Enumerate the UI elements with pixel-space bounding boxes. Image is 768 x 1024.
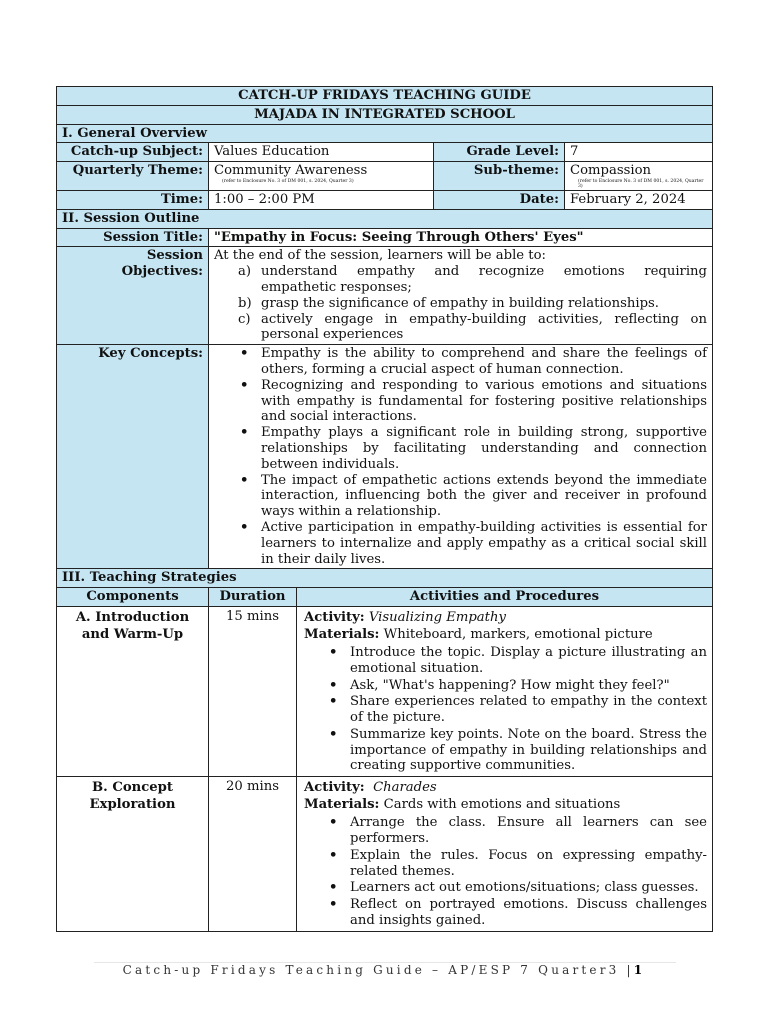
time-value: 1:00 – 2:00 PM xyxy=(208,191,433,209)
objective-marker: a) xyxy=(238,264,252,280)
teaching-strategies-heading: III. Teaching Strategies xyxy=(62,570,237,586)
general-overview-heading: I. General Overview xyxy=(62,125,207,141)
theme-cell xyxy=(208,162,433,190)
bullet-icon: • xyxy=(329,677,338,693)
procedure-step xyxy=(304,897,707,929)
procedure-text: Introduce the topic. Display a picture illustrating an emotional situation. xyxy=(350,644,707,676)
strategy-row-concept-exploration xyxy=(57,777,712,932)
key-concept-item xyxy=(214,425,707,472)
key-concept-item xyxy=(214,378,707,425)
procedure-text: Summarize key points. Note on the board. Stress the importance of empathy in building relationships and creating supportive communities. xyxy=(350,726,707,774)
key-concepts-label: Key Concepts: xyxy=(57,345,208,568)
activity-label: Activity: xyxy=(304,780,365,796)
key-concept-item xyxy=(214,473,707,520)
bullet-icon: • xyxy=(240,519,249,535)
time-label: Time: xyxy=(57,191,208,209)
session-title-row xyxy=(57,229,712,248)
objective-text: understand empathy and recognize emotions requiring empathetic responses; xyxy=(261,264,707,295)
key-concepts-row xyxy=(57,345,712,569)
key-concept-item xyxy=(214,520,707,567)
bullet-icon: • xyxy=(240,425,249,441)
guide-title-row xyxy=(57,87,712,106)
subject-row xyxy=(57,143,712,162)
key-concept-item xyxy=(214,346,707,378)
component-cell xyxy=(57,777,208,931)
objective-text: grasp the significance of empathy in building relationships. xyxy=(261,295,659,311)
procedure-text: Learners act out emotions/situations; class guesses. xyxy=(350,880,699,896)
date-label: Date: xyxy=(433,191,564,209)
component-name-line-2: and Warm-Up xyxy=(81,626,184,642)
key-concept-text: The impact of empathetic actions extends beyond the immediate interaction, influencing both the giver and receiver in profound ways within a relationship. xyxy=(261,472,707,520)
subtheme-value: Compassion xyxy=(570,163,652,179)
materials-label: Materials: xyxy=(304,797,380,813)
session-title: "Empathy in Focus: Seeing Through Others' Eyes" xyxy=(208,229,712,247)
theme-note: (refer to Enclosure No. 3 of DM 001, s. 2024, Quarter 3) xyxy=(222,178,354,184)
subtheme-note: (refer to Enclosure No. 3 of DM 001, s. 2024, Quarter 3) xyxy=(578,178,704,189)
activities-cell xyxy=(296,607,712,776)
time-row xyxy=(57,191,712,210)
bullet-icon: • xyxy=(240,346,249,362)
materials-line xyxy=(304,626,707,643)
col-components-header: Components xyxy=(86,589,179,605)
col-activities-header: Activities and Procedures xyxy=(296,588,712,606)
teaching-guide-table xyxy=(56,86,713,932)
duration-cell: 15 mins xyxy=(208,607,296,776)
page-number: 1 xyxy=(633,963,646,977)
strategy-row-introduction xyxy=(57,607,712,777)
procedure-step xyxy=(304,880,707,896)
activity-line xyxy=(304,609,707,626)
bullet-icon: • xyxy=(240,472,249,488)
key-concepts-cell xyxy=(208,345,712,568)
bullet-icon: • xyxy=(329,694,338,710)
procedure-text: Arrange the class. Ensure all learners can see performers. xyxy=(350,815,707,847)
component-cell xyxy=(57,607,208,776)
materials-line xyxy=(304,796,707,813)
objectives-label-line-1: Session xyxy=(146,248,203,264)
activity-name: Charades xyxy=(373,780,437,796)
key-concept-text: Active participation in empathy-building activities is essential for learners to internalize and apply empathy as a critical social skill in their daily lives. xyxy=(261,519,707,567)
school-name: MAJADA IN INTEGRATED SCHOOL xyxy=(254,106,515,122)
key-concept-text: Recognizing and responding to various emotions and situations with empathy is fundamental for fostering positive relationships and social interactions. xyxy=(261,377,707,425)
materials-text: Cards with emotions and situations xyxy=(383,797,621,813)
subtheme-label: Sub-theme: xyxy=(433,162,564,190)
key-concept-text: Empathy plays a significant role in building strong, supportive relationships by facilitating understanding and connection between individuals. xyxy=(261,425,707,472)
theme-row xyxy=(57,162,712,191)
objectives-row xyxy=(57,247,712,345)
procedure-step xyxy=(304,848,707,880)
component-name-line-1: B. Concept xyxy=(92,780,173,796)
procedure-list xyxy=(304,815,707,929)
procedure-step xyxy=(304,694,707,726)
bullet-icon: • xyxy=(329,880,338,896)
procedure-step xyxy=(304,678,707,694)
objective-item xyxy=(214,312,707,344)
footer-text: Catch-up Fridays Teaching Guide – AP/ESP 7 Quarter3 | xyxy=(122,963,634,977)
duration-cell: 20 mins xyxy=(208,777,296,931)
bullet-icon: • xyxy=(329,815,338,831)
procedure-text: Share experiences related to empathy in the context of the picture. xyxy=(350,694,707,726)
bullet-icon: • xyxy=(329,847,338,863)
objective-item xyxy=(214,296,707,312)
grade-value: 7 xyxy=(564,143,712,161)
key-concepts-list xyxy=(214,346,707,567)
col-duration-header: Duration xyxy=(208,588,296,606)
key-concept-text: Empathy is the ability to comprehend and share the feelings of others, forming a crucial aspect of human connection. xyxy=(261,346,707,377)
general-overview-heading-row xyxy=(57,125,712,144)
bullet-icon: • xyxy=(240,377,249,393)
subject-label: Catch-up Subject: xyxy=(57,143,208,161)
component-name-line-2: Exploration xyxy=(89,797,176,813)
strategies-column-headers xyxy=(57,588,712,607)
objective-marker: b) xyxy=(238,295,252,311)
bullet-icon: • xyxy=(329,726,338,742)
activity-label: Activity: xyxy=(304,609,365,625)
objective-item xyxy=(214,264,707,296)
theme-value: Community Awareness xyxy=(214,163,368,179)
guide-title: CATCH-UP FRIDAYS TEACHING GUIDE xyxy=(238,88,531,103)
procedure-text: Explain the rules. Focus on expressing empathy-related themes. xyxy=(350,847,707,879)
bullet-icon: • xyxy=(329,897,338,913)
objectives-label-line-2: Objectives: xyxy=(121,264,203,280)
procedure-step xyxy=(304,815,707,847)
procedure-step xyxy=(304,727,707,774)
objectives-list xyxy=(214,264,707,343)
objectives-label xyxy=(57,247,208,344)
teaching-strategies-heading-row xyxy=(57,569,712,588)
procedure-text: Reflect on portrayed emotions. Discuss challenges and insights gained. xyxy=(350,897,707,929)
procedure-step xyxy=(304,645,707,677)
materials-text: Whiteboard, markers, emotional picture xyxy=(383,626,653,642)
objectives-intro: At the end of the session, learners will be able to: xyxy=(214,248,546,264)
activity-name: Visualizing Empathy xyxy=(368,609,506,625)
objectives-cell xyxy=(208,247,712,344)
subject-value: Values Education xyxy=(208,143,433,161)
session-outline-heading-row xyxy=(57,210,712,229)
materials-label: Materials: xyxy=(304,626,380,642)
date-value: February 2, 2024 xyxy=(564,191,712,209)
page-footer xyxy=(0,963,768,977)
activity-line xyxy=(304,779,707,796)
subtheme-cell xyxy=(564,162,712,190)
component-name-line-1: A. Introduction xyxy=(75,609,190,625)
grade-label: Grade Level: xyxy=(433,143,564,161)
bullet-icon: • xyxy=(329,644,338,660)
session-title-label: Session Title: xyxy=(57,229,208,247)
school-row xyxy=(57,106,712,125)
procedure-list xyxy=(304,645,707,774)
objective-text: actively engage in empathy-building activities, reflecting on personal experiences xyxy=(261,311,707,343)
objective-marker: c) xyxy=(238,311,251,327)
procedure-text: Ask, "What's happening? How might they feel?" xyxy=(350,677,670,693)
activities-cell xyxy=(296,777,712,931)
theme-label: Quarterly Theme: xyxy=(57,162,208,190)
session-outline-heading: II. Session Outline xyxy=(62,210,200,226)
